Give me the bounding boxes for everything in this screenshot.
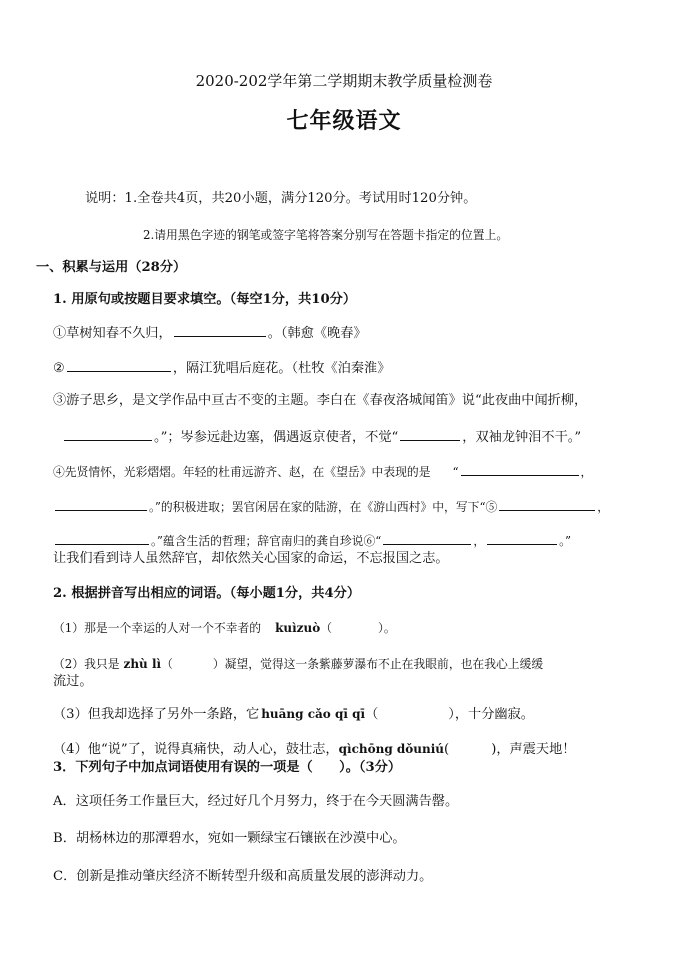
q1-item-2-prefix: ② bbox=[53, 361, 65, 376]
q1-item-4-line-1 bbox=[53, 462, 592, 481]
q2-item-1-text: （1）那是一个幸运的人对一个不幸者的 bbox=[53, 621, 262, 635]
question-2-heading: 2. 根据拼音写出相应的词语。（每小题1分，共4分） bbox=[53, 586, 361, 601]
q1-item-4-line-3 bbox=[53, 531, 571, 550]
answer-blank bbox=[499, 497, 595, 511]
q1-item-4-line-2-end: ， bbox=[597, 500, 610, 514]
q2-item-1-pinyin: kuìzuò bbox=[275, 621, 321, 635]
q1-item-1 bbox=[53, 323, 367, 343]
q2-item-3-pinyin: huāng cǎo qī qī bbox=[261, 707, 366, 721]
answer-blank bbox=[383, 531, 471, 545]
q1-item-3-line-1: ③游子思乡，是文学作品中亘古不变的主题。李白在《春夜洛城闻笛》说“此夜曲中闻折柳， bbox=[53, 393, 588, 408]
q1-item-3-line-2-end: ，双袖龙钟泪不干。” bbox=[462, 430, 582, 445]
answer-blank bbox=[400, 427, 460, 441]
q3-option-c: C．创新是推动肇庆经济不断转型升级和高质量发展的澎湃动力。 bbox=[53, 869, 433, 884]
answer-blank bbox=[64, 427, 152, 441]
q2-item-2-pinyin: zhù lì bbox=[123, 657, 162, 671]
answer-blank bbox=[55, 531, 149, 545]
q2-item-3-end: ），十分幽寂。 bbox=[448, 707, 534, 722]
q1-item-1-suffix: 。（韩愈《晚春》 bbox=[267, 326, 367, 341]
grade-subject-title: 七年级语文 bbox=[286, 108, 402, 134]
question-3-heading: 3．下列句子中加点词语使用有误的一项是（ ）。（3分） bbox=[53, 760, 402, 775]
q1-item-4-line-1-prefix: ④先贤情怀，光彩熠熠。年轻的杜甫远游齐、赵，在《望岳》中表现的是 bbox=[53, 465, 431, 479]
paren-open: ( bbox=[444, 742, 450, 757]
q1-item-2-suffix: ，隔江犹唱后庭花。（杜牧《泊秦淮》 bbox=[172, 361, 391, 376]
q1-item-2 bbox=[53, 358, 390, 378]
instruction-line-1: 说明：1.全卷共4页，共20小题，满分120分。考试用时120分钟。 bbox=[85, 191, 477, 206]
section-1-heading: 一、积累与运用（28分） bbox=[36, 260, 187, 275]
answer-blank bbox=[487, 531, 557, 545]
paren-open: （ bbox=[365, 707, 379, 722]
q2-item-3-prefix: （3）但我却选择了另外一条路，它 bbox=[53, 707, 260, 722]
q3-option-a: A．这项任务工作量巨大，经过好几个月努力，终于在今天圆满告罄。 bbox=[53, 794, 459, 809]
q2-item-2-line-1 bbox=[53, 655, 543, 673]
q2-item-3 bbox=[53, 705, 534, 724]
q1-item-3-line-2 bbox=[62, 427, 581, 447]
q1-item-1-prefix: ①草树知春不久归， bbox=[53, 326, 172, 341]
q1-item-4-line-3-mid: 。”蕴含生活的哲理；辞官南归的龚自珍说⑥“ bbox=[151, 534, 382, 548]
q1-item-4-line-3-sep: ， bbox=[473, 534, 486, 548]
paren-open: （ bbox=[161, 657, 173, 671]
exam-title: 2020-202学年第二学期期末教学质量检测卷 bbox=[195, 72, 493, 90]
q2-item-2-line-2: 流过。 bbox=[53, 674, 93, 689]
q3-option-b: B．胡杨林边的那潭碧水，宛如一颗绿宝石镶嵌在沙漠中心。 bbox=[53, 831, 406, 846]
q1-item-4-line-2-mid: 。”的积极进取；罢官闲居在家的陆游，在《游山西村》中，写下“⑤ bbox=[149, 500, 498, 514]
q2-item-4-end: )，声震天地！ bbox=[491, 742, 576, 757]
instruction-line-2: 2.请用黑色字迹的钢笔或签字笔将答案分别写在答题卡指定的位置上。 bbox=[143, 228, 509, 242]
q1-item-4-line-4: 让我们看到诗人虽然辞官，却依然关心国家的命运，不忘报国之志。 bbox=[53, 551, 449, 566]
q1-item-4-line-2 bbox=[53, 497, 609, 516]
answer-blank bbox=[461, 462, 579, 476]
q2-item-2-suffix: ）凝望，觉得这一条紫藤萝瀑布不止在我眼前，也在我心上缓缓 bbox=[212, 657, 544, 671]
question-1-heading: 1. 用原句或按题目要求填空。（每空1分，共10分） bbox=[53, 292, 357, 307]
q1-item-3-line-2-mid: 。”；岑参远赴边塞，偶遇返京使者，不觉“ bbox=[154, 430, 399, 445]
q2-item-4-prefix: （4）他“说”了，说得真痛快，动人心，鼓壮志， bbox=[53, 742, 339, 757]
q1-item-4-line-1-end: ， bbox=[580, 465, 593, 479]
q2-item-4-pinyin: qìchōng dǒuniú bbox=[338, 742, 445, 756]
q2-item-1 bbox=[53, 619, 396, 637]
open-quote: “ bbox=[452, 465, 459, 479]
q2-item-4 bbox=[53, 740, 575, 759]
answer-blank bbox=[67, 358, 171, 372]
paren-open: （ bbox=[320, 621, 333, 635]
q2-item-2-prefix: （2）我只是 bbox=[53, 657, 120, 671]
q1-item-4-line-3-end: 。” bbox=[559, 534, 572, 548]
answer-blank bbox=[55, 497, 147, 511]
q2-item-1-end: ）。 bbox=[378, 621, 396, 635]
answer-blank bbox=[174, 323, 266, 337]
